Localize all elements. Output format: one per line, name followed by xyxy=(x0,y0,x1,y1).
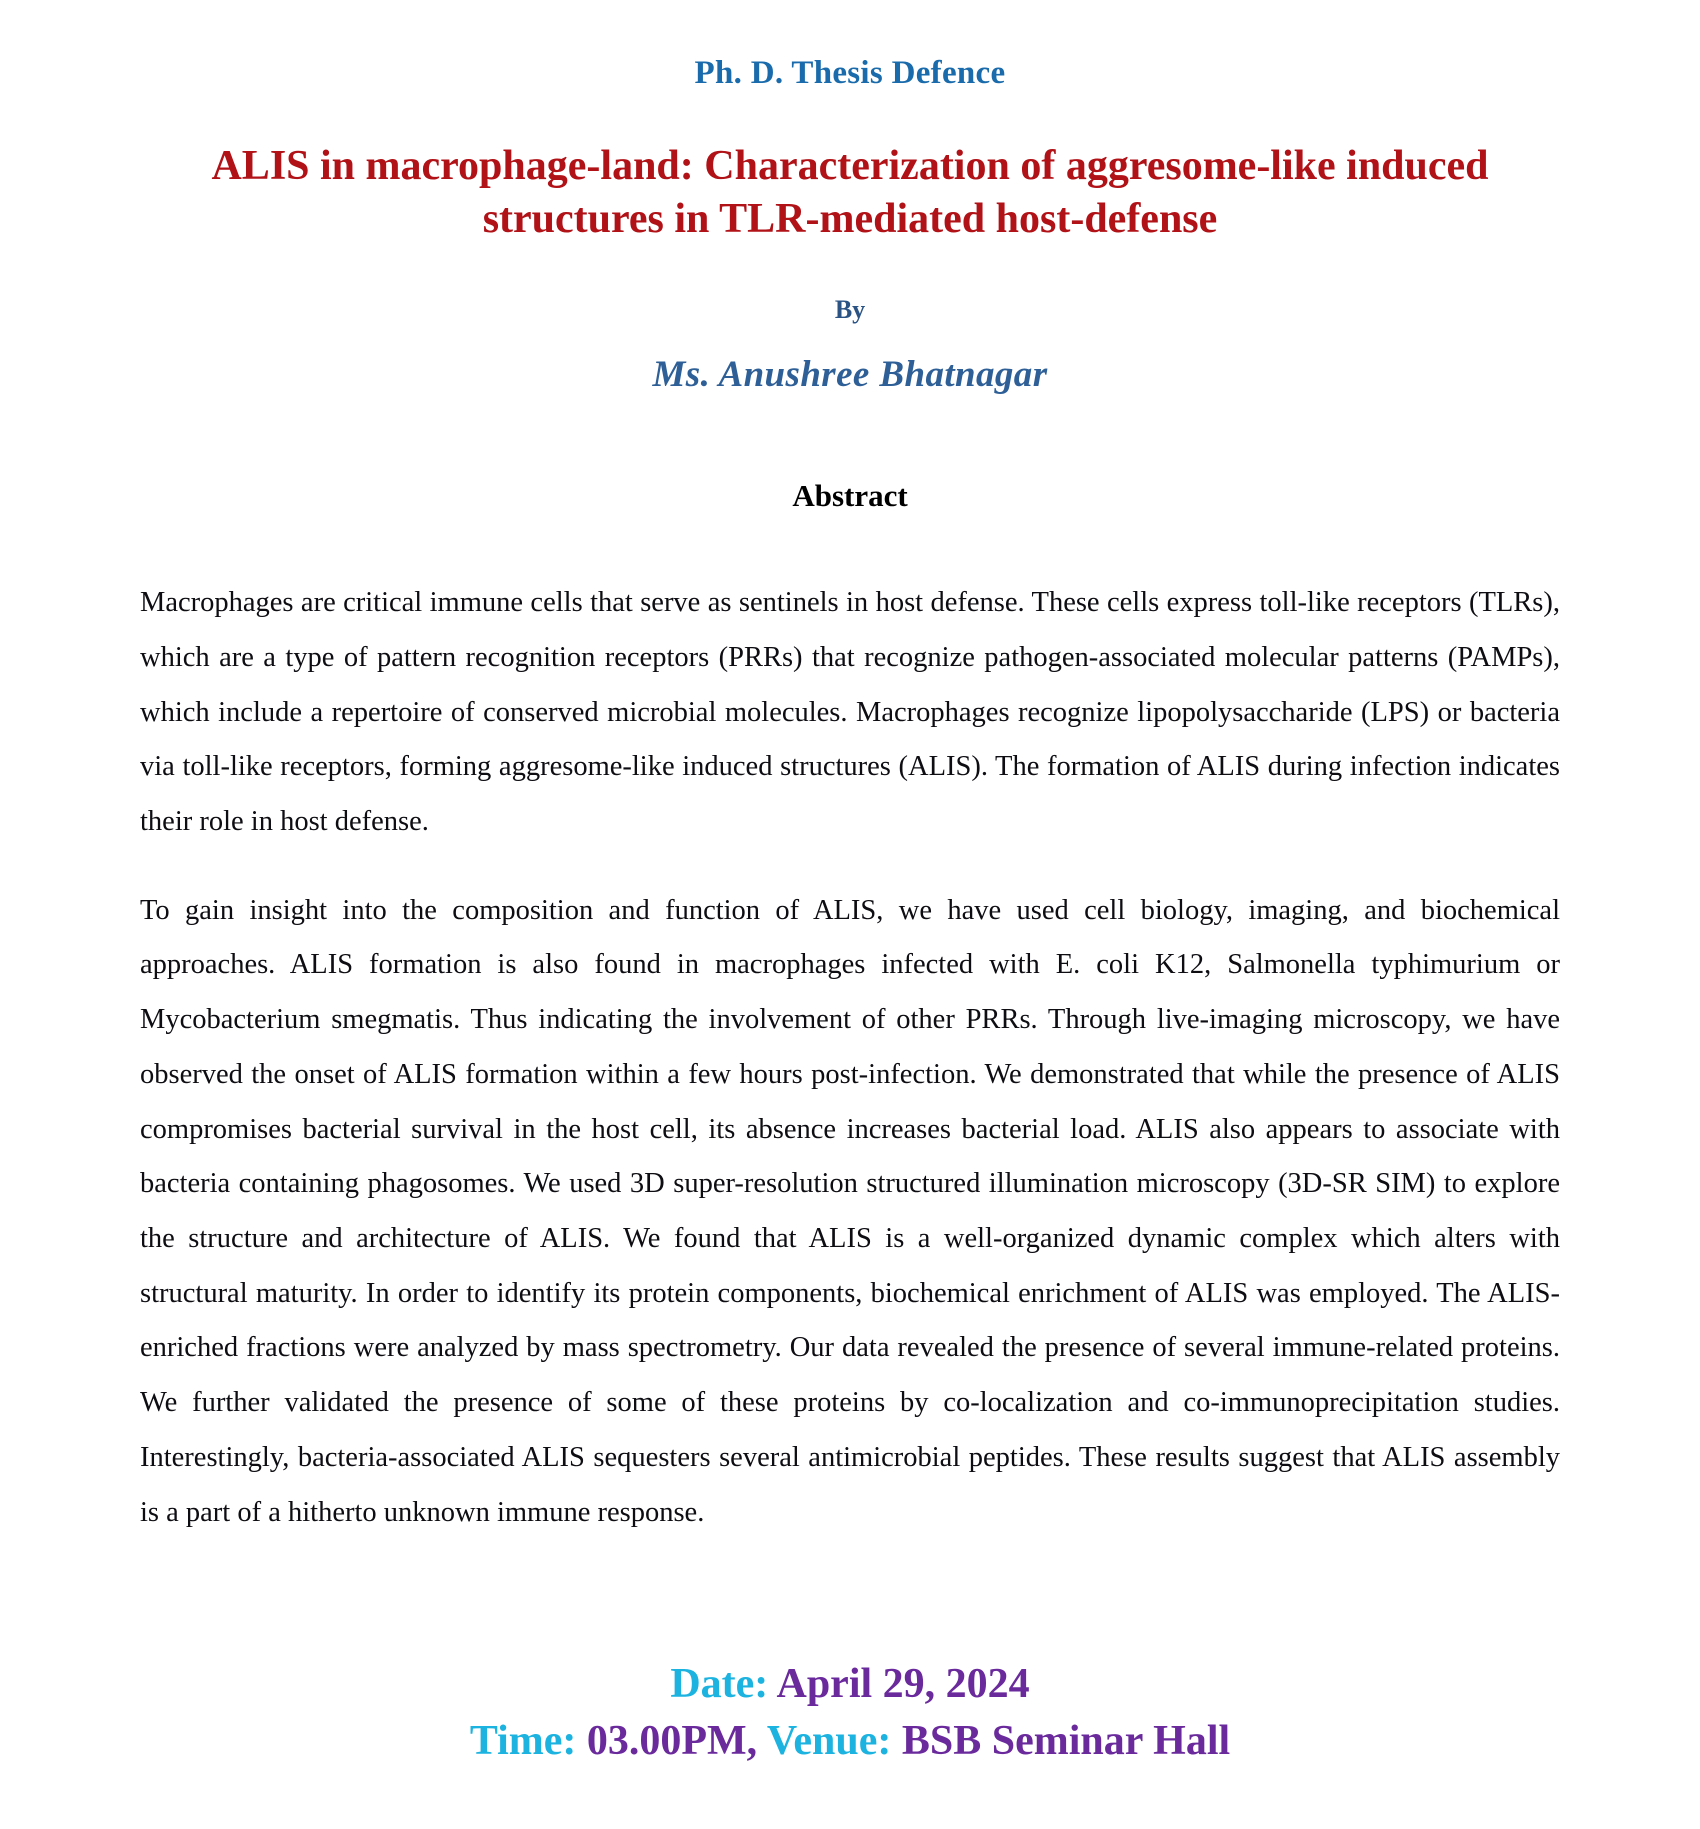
abstract-heading: Abstract xyxy=(792,478,908,514)
date-value: April 29, 2024 xyxy=(776,1661,1030,1708)
venue-label: Venue: xyxy=(766,1717,892,1764)
author-name: Ms. Anushree Bhatnagar xyxy=(652,354,1048,396)
event-type-heading: Ph. D. Thesis Defence xyxy=(694,55,1006,91)
venue-value: BSB Seminar Hall xyxy=(901,1717,1231,1764)
by-label: By xyxy=(834,295,866,325)
time-venue-line xyxy=(0,1713,1700,1769)
date-line xyxy=(0,1656,1700,1712)
thesis-title: ALIS in macrophage-land: Characterization of aggresome-like induced structures in TLR-mediated host-defense xyxy=(211,142,1489,243)
time-label: Time: xyxy=(469,1717,577,1764)
abstract-paragraph: Macrophages are critical immune cells that serve as sentinels in host defense. These cells express toll-like receptors (TLRs), which are a type of pattern recognition receptors (PRRs) that recognize pathogen-associated molecular patterns (PAMPs), which include a repertoire of conserved microbial molecules. Macrophages recognize lipopolysaccharide (LPS) or bacteria via toll-like receptors, forming aggresome-like induced structures (ALIS). The formation of ALIS during infection indicates their role in host defense. xyxy=(140,587,1560,837)
abstract-body xyxy=(140,576,1560,1540)
abstract-paragraph: To gain insight into the composition and function of ALIS, we have used cell biology, imaging, and biochemical approaches. ALIS formation is also found in macrophages infected with E. coli K12, Salmonella typhimurium or Mycobacterium smegmatis. Thus indicating the involvement of other PRRs. Through live-imaging microscopy, we have observed the onset of ALIS formation within a few hours post-infection. We demonstrated that while the presence of ALIS compromises bacterial survival in the host cell, its absence increases bacterial load. ALIS also appears to associate with bacteria containing phagosomes. We used 3D super-resolution structured illumination microscopy (3D-SR SIM) to explore the structure and architecture of ALIS. We found that ALIS is a well-organized dynamic complex which alters with structural maturity. In order to identify its protein components, biochemical enrichment of ALIS was employed. The ALIS-enriched fractions were analyzed by mass spectrometry. Our data revealed the presence of several immune-related proteins. We further validated the presence of some of these proteins by co-localization and co-immunoprecipitation studies. Interestingly, bacteria-associated ALIS sequesters several antimicrobial peptides. These results suggest that ALIS assembly is a part of a hitherto unknown immune response. xyxy=(140,894,1560,1528)
time-value: 03.00PM, xyxy=(586,1717,758,1764)
event-details xyxy=(0,1656,1700,1769)
date-label: Date: xyxy=(670,1661,769,1708)
